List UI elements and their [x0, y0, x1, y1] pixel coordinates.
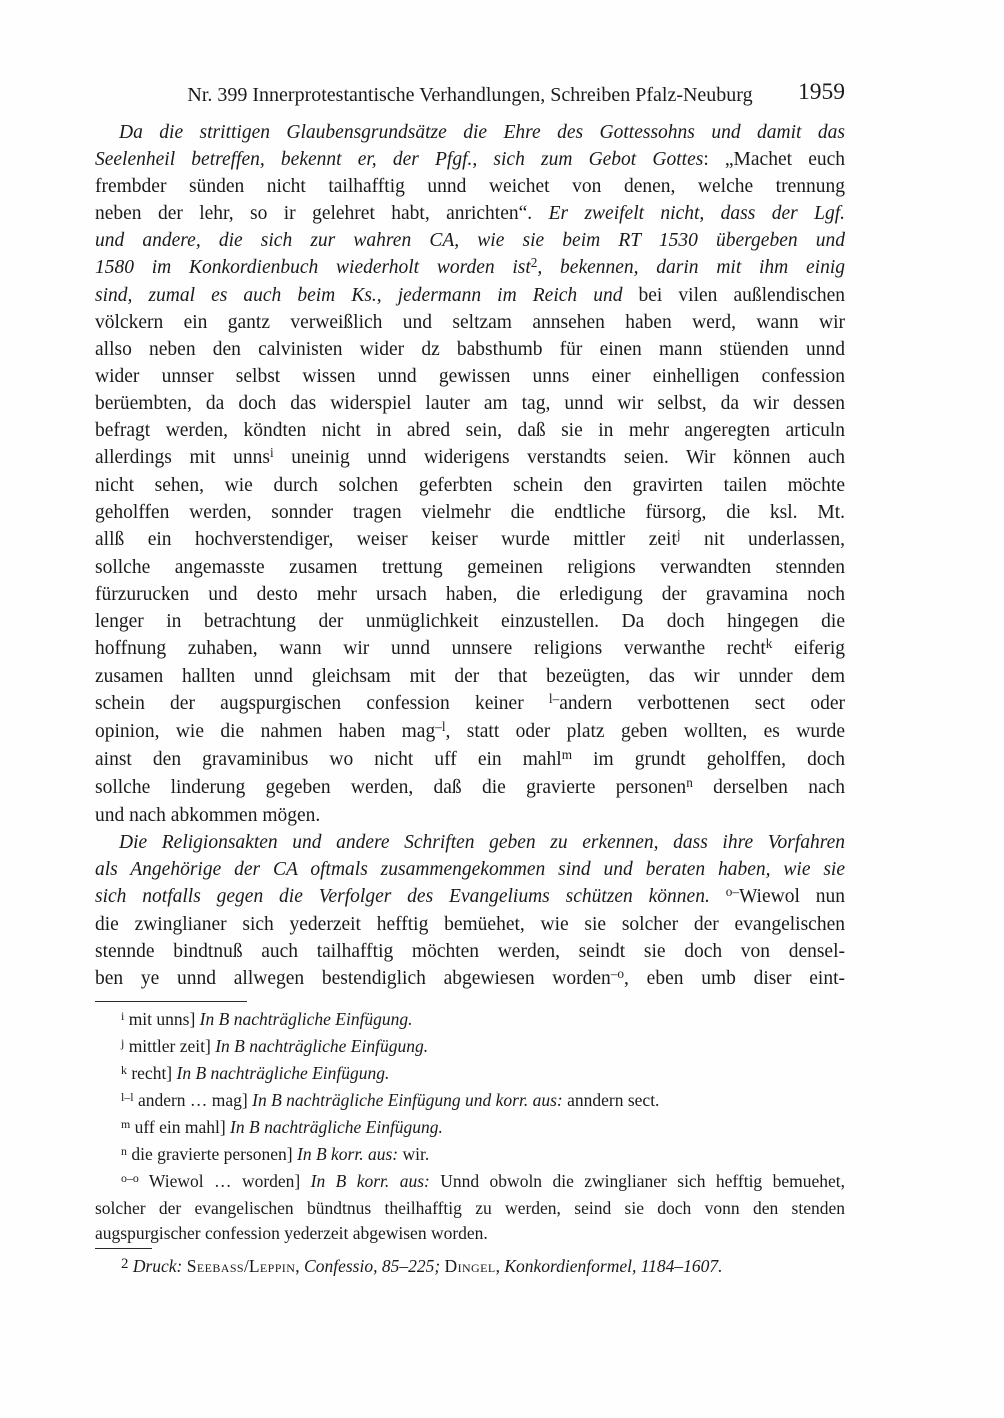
text-run: befragt werden, köndten nicht in abred sein, daß sie in mehr angeregten articuln [95, 420, 845, 441]
text-run: hoffnung zuhaben, wann wir unnd unnsere religions verwanthe recht [95, 638, 766, 659]
note-marker: o–o [121, 1171, 139, 1186]
text-line [95, 938, 845, 965]
text-run: , bekennen, darin mit ihm einig [537, 257, 845, 278]
note-marker: k [765, 636, 773, 652]
text-run: völckern ein gantz verweißlich und seltzam annsehen haben werd, wann wir [95, 312, 845, 333]
text-run: fürzurucken und desto mehr ursach haben, die erledigung der gravamina noch [95, 584, 845, 605]
text-line [95, 309, 845, 336]
text-line [95, 802, 845, 829]
text-run: Er zweifelt nicht, dass der Lgf. [548, 203, 846, 224]
text-run: berüembten, da doch das widerspiel lauter am tag, unnd wir selbst, da wir dessen [95, 393, 845, 414]
text-run: Unnd obwoln die zwinglianer sich hefftig bemuehet, [429, 1171, 845, 1191]
text-line [95, 444, 845, 472]
text-run: geholffen werden, sonnder tragen vielmehr die endtliche fürsorg, die ksl. Mt. [95, 502, 845, 523]
text-line [95, 499, 845, 526]
note-marker: o– [725, 884, 739, 900]
text-run: bei vilen außlendischen [622, 285, 845, 306]
text-run: 1580 im Konkordienbuch wiederholt worden ist [95, 257, 531, 278]
text-line [95, 417, 845, 444]
text-line [95, 472, 845, 499]
text-run: In B nachträgliche Einfügung. [215, 1036, 429, 1056]
note-marker: l–l [121, 1090, 134, 1105]
text-run: wir. [398, 1144, 430, 1164]
text-run: schein der augspurgischen confession keiner [95, 693, 549, 714]
text-run: frembder sünden nicht tailhafftig unnd weichet von denen, welche trennung [95, 176, 845, 197]
text-run: nit underlassen, [680, 529, 845, 550]
text-line [95, 1061, 845, 1088]
text-run: ainst den gravaminibus wo nicht uff ein mahl [95, 749, 562, 770]
text-line [95, 200, 845, 227]
text-line [95, 965, 845, 993]
text-run: Konkordienformel, 1184–1607. [504, 1256, 723, 1276]
text-line [95, 1007, 845, 1034]
note-marker: 2 [530, 255, 538, 271]
note-marker: n [686, 775, 693, 791]
note-marker: l– [548, 691, 560, 707]
apparatus-note [95, 1034, 845, 1061]
text-line [95, 554, 845, 581]
text-run: In B nachträgliche Einfügung. [230, 1117, 443, 1137]
note-marker: m [561, 747, 573, 763]
text-run: , eben umb diser eint- [624, 968, 845, 989]
text-line [95, 254, 845, 282]
text-line [95, 336, 845, 363]
text-line [95, 911, 845, 938]
text-run: ben ye unnd allwegen bestendiglich abgewiesen worden [95, 968, 611, 989]
apparatus-note [95, 1142, 845, 1169]
text-run: eiferig [772, 638, 845, 659]
page-header [95, 79, 845, 109]
bibliographic-footnote [95, 1254, 845, 1281]
text-line [95, 774, 845, 802]
apparatus-note [95, 1169, 845, 1246]
text-line [95, 1254, 845, 1281]
text-run: nicht sehen, wie durch solchen geferbten schein den gravirten tailen möchte [95, 475, 845, 496]
text-run: In B nachträgliche Einfügung. [176, 1063, 390, 1083]
text-run: sich notfalls gegen die Verfolger des Evangeliums schützen können. [95, 886, 726, 907]
text-line [95, 1221, 845, 1246]
note-marker: i [269, 445, 274, 461]
text-line [95, 663, 845, 690]
text-line [95, 1196, 845, 1221]
text-run: als Angehörige der CA oftmals zusammengekommen sind und beraten haben, wie sie [95, 859, 845, 880]
apparatus-note [95, 1061, 845, 1088]
text-line [95, 1034, 845, 1061]
text-run: wider unnser selbst wissen unnd gewissen unns einer einhelligen confession [95, 366, 845, 387]
text-run: die gravierte personen] [126, 1144, 298, 1164]
note-marker: n [121, 1144, 127, 1159]
text-run: sollche linderung gegeben werden, daß die gravierte personen [95, 777, 687, 798]
text-run: Seelenheil betreffen, bekennt er, der Pfgf., sich zum Gebot Gottes [95, 149, 704, 170]
text-run: Confessio, 85–225; [304, 1256, 441, 1276]
text-run: allso neben den calvinisten wider dz babsthumb für einen mann stüenden unnd [95, 339, 845, 360]
text-run: die zwinglianer sich yederzeit hefftig bemüehet, wie sie solcher der evangelischen [95, 914, 845, 935]
text-run: derselben nach [692, 777, 846, 798]
text-line [95, 883, 845, 911]
text-run: opinion, wie die nahmen haben mag [95, 721, 436, 742]
text-line [95, 581, 845, 608]
apparatus-note [95, 1115, 845, 1142]
text-line [95, 746, 845, 774]
text-run: recht] [126, 1063, 177, 1083]
apparatus-note [95, 1007, 845, 1034]
text-run: allß ein hochverstendiger, weiser keiser wurde mittler zeit [95, 529, 677, 550]
apparatus-note [95, 1088, 845, 1115]
text-run: anndern sect. [562, 1090, 660, 1110]
paragraph [95, 829, 845, 993]
text-line [95, 1142, 845, 1169]
text-run: Wiewol … worden] [138, 1171, 311, 1191]
text-run: Wiewol nun [738, 886, 845, 907]
text-run: In B nachträgliche Einfügung und korr. aus: [252, 1090, 563, 1110]
text-line [95, 363, 845, 390]
main-text [95, 119, 845, 993]
text-run: allerdings mit unns [95, 447, 270, 468]
text-line [95, 829, 845, 856]
apparatus-separator-rule [95, 1001, 247, 1002]
text-run: uneinig unnd widerigens verstandts seien. Wir können auch [273, 447, 845, 468]
text-run: In B korr. aus: [297, 1144, 399, 1164]
note-marker: 2 [121, 1255, 129, 1272]
text-line [95, 856, 845, 883]
text-line [95, 1169, 845, 1196]
text-run: zusamen hallten unnd gleichsam mit der that bezeügten, das wir unnder dem [95, 666, 845, 687]
text-line [95, 1088, 845, 1115]
note-marker: –o [610, 966, 625, 982]
text-run: mittler zeit] [124, 1036, 216, 1056]
text-run: lenger in betrachtung der unmüglichkeit einzustellen. Da doch hingegen die [95, 611, 845, 632]
text-run: uff ein mahl] [130, 1117, 231, 1137]
text-run: Druck: [132, 1256, 183, 1276]
text-run: sollche angemasste zusamen trettung gemeinen religions verwandten stennden [95, 557, 845, 578]
text-run: Seebass [186, 1256, 244, 1276]
text-run: solcher der evangelischen bündtnus theilhafftig zu werden, seind sie doch vonn den stenden [95, 1198, 845, 1218]
text-run: mit unns] [124, 1009, 200, 1029]
text-line [95, 282, 845, 309]
text-run: In B nachträgliche Einfügung. [199, 1009, 413, 1029]
text-run: augspurgischer confession yederzeit abgewisen worden. [95, 1223, 488, 1243]
text-line [95, 227, 845, 254]
text-run: und andere, die sich zur wahren CA, wie sie beim RT 1530 übergeben und [95, 230, 845, 251]
text-run: andern verbottenen sect oder [559, 693, 845, 714]
text-line [95, 690, 845, 718]
text-run: im grundt geholffen, doch [572, 749, 845, 770]
paragraph [95, 119, 845, 829]
text-line [95, 1115, 845, 1142]
text-run: : „Machet euch [703, 149, 845, 170]
text-run: Leppin [248, 1256, 296, 1276]
text-run: neben der lehr, so ir gelehret habt, anrichten“. [95, 203, 549, 224]
text-run: sind, zumal es auch beim Ks., jedermann im Reich und [95, 285, 623, 306]
note-marker: j [676, 527, 681, 543]
text-run: , statt oder platz geben wollten, es wurde [445, 721, 845, 742]
text-run: , [295, 1256, 305, 1276]
text-line [95, 608, 845, 635]
text-run: Die Religionsakten und andere Schriften geben zu erkennen, dass ihre Vorfahren [119, 832, 845, 853]
text-line [95, 635, 845, 663]
text-run: Dingel [444, 1256, 496, 1276]
text-run: / [243, 1256, 249, 1276]
text-run: stennde bindtnuß auch tailhafftig möchten werden, seindt sie doch von densel- [95, 941, 845, 962]
page-number: 1959 [798, 79, 845, 105]
critical-apparatus [95, 1007, 845, 1246]
text-line [95, 526, 845, 554]
note-marker: k [121, 1063, 127, 1078]
note-marker: m [121, 1117, 131, 1132]
text-run: , [495, 1256, 505, 1276]
note-marker: i [121, 1009, 125, 1024]
text-block [95, 79, 846, 1281]
text-run: Da die strittigen Glaubensgrundsätze die Ehre des Gottessohns und damit das [119, 122, 845, 143]
text-line [95, 119, 845, 146]
text-line [95, 173, 845, 200]
running-header: Nr. 399 Innerprotestantische Verhandlungen, Schreiben Pfalz-Neuburg [187, 84, 753, 106]
text-line [95, 718, 845, 746]
text-run: und nach abkommen mögen. [95, 805, 321, 826]
note-marker: –l [435, 719, 446, 735]
text-run: In B korr. aus: [310, 1171, 430, 1191]
text-line [95, 146, 845, 173]
footnote-separator-rule [95, 1248, 152, 1249]
text-run: andern … mag] [133, 1090, 253, 1110]
text-line [95, 390, 845, 417]
note-marker: j [121, 1036, 125, 1051]
